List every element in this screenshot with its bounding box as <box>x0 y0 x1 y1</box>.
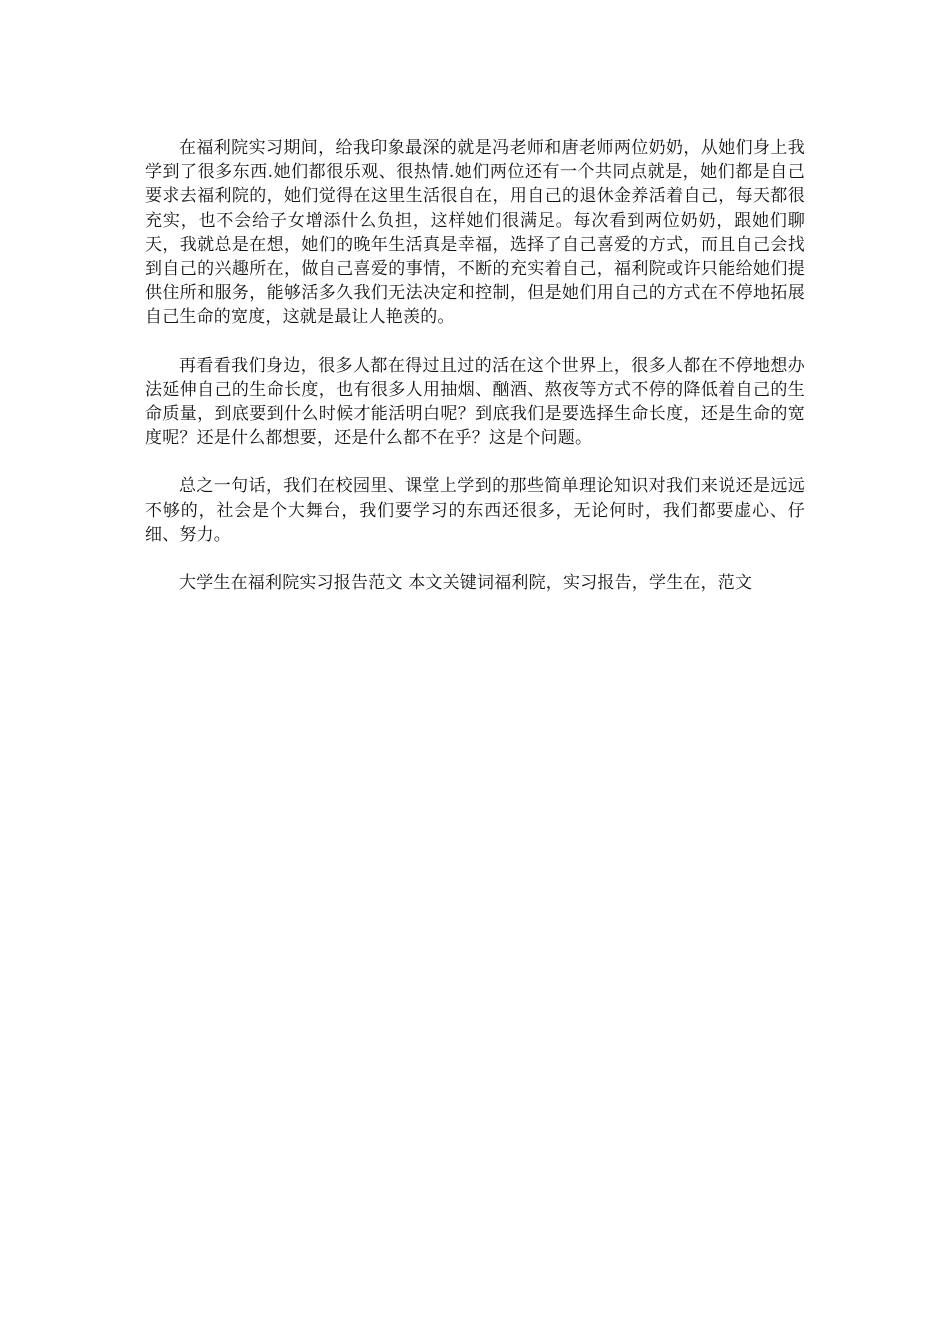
paragraph-1: 在福利院实习期间，给我印象最深的就是冯老师和唐老师两位奶奶，从她们身上我学到了很多东西.她们都很乐观、很热情.她们两位还有一个共同点就是，她们都是自己要求去福利院的，她们觉得在这里生活很自在，用自己的退休金养活着自己，每天都很充实，也不会给子女增添什么负担，这样她们很满足。每次看到两位奶奶，跟她们聊天，我就总是在想，她们的晚年生活真是幸福，选择了自己喜爱的方式，而且自己会找到自己的兴趣所在，做自己喜爱的事情，不断的充实着自己，福利院或许只能给她们提供住所和服务，能够活多久我们无法决定和控制，但是她们用自己的方式在不停地拓展自己生命的宽度，这就是最让人艳羡的。 <box>145 138 805 328</box>
paragraph-3: 总之一句话，我们在校园里、课堂上学到的那些简单理论知识对我们来说还是远远不够的，社会是个大舞台，我们要学习的东西还很多，无论何时，我们都要虚心、仔细、努力。 <box>145 476 805 545</box>
document-body <box>145 136 805 619</box>
paragraph-2: 再看看我们身边，很多人都在得过且过的活在这个世界上，很多人都在不停地想办法延伸自己的生命长度，也有很多人用抽烟、酗酒、熬夜等方式不停的降低着自己的生命质量，到底要到什么时候才能活明白呢？到底我们是要选择生命长度，还是生命的宽度呢？还是什么都想要，还是什么都不在乎？这是个问题。 <box>145 355 805 449</box>
paragraph-4: 大学生在福利院实习报告范文 本文关键词福利院，实习报告，学生在，范文 <box>179 573 753 594</box>
